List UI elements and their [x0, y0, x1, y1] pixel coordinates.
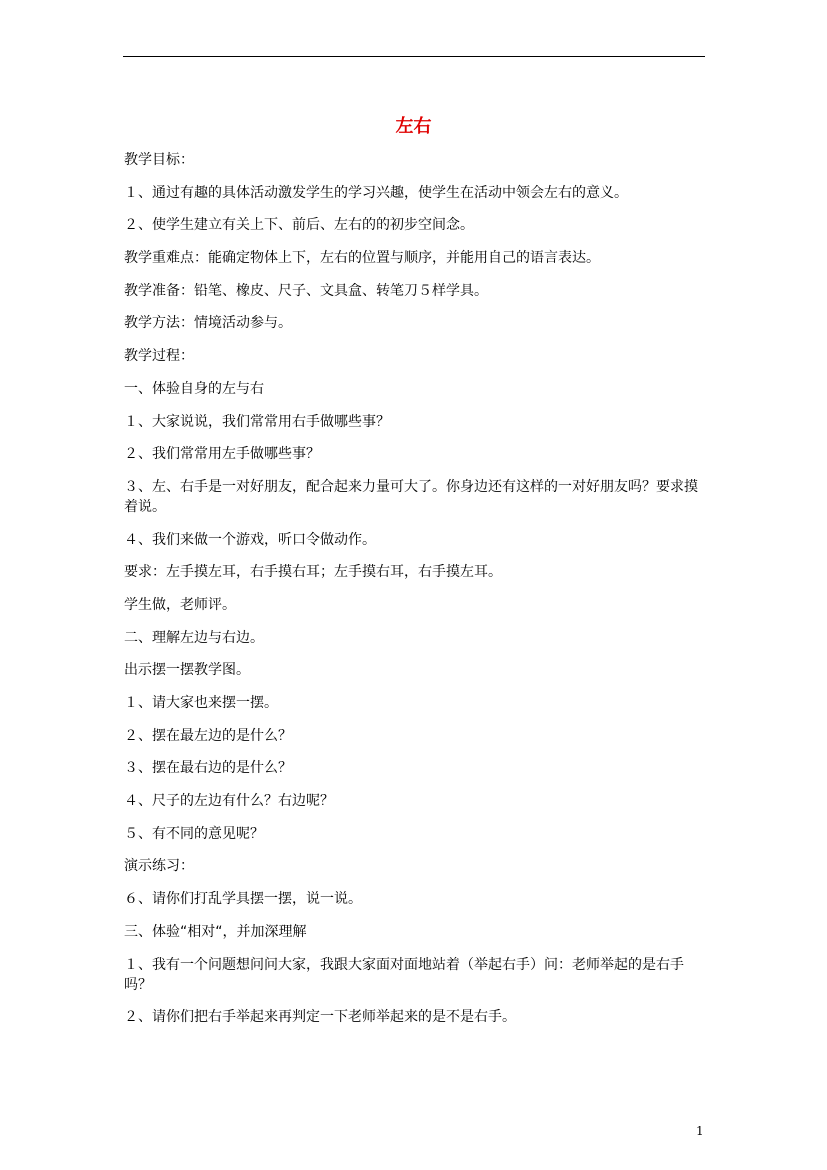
- paragraph: 教学准备：铅笔、橡皮、尺子、文具盒、转笔刀５样学具。: [124, 282, 488, 299]
- paragraph: ２、请你们把右手举起来再判定一下老师举起来的是不是右手。: [124, 1009, 516, 1026]
- paragraph: ４、我们来做一个游戏，听口令做动作。: [124, 531, 376, 548]
- document-title: 左右: [395, 116, 432, 137]
- paragraph: １、大家说说，我们常常用右手做哪些事？: [124, 413, 390, 430]
- header-rule: [123, 56, 705, 57]
- paragraph: 出示摆一摆教学图。: [124, 662, 250, 679]
- paragraph: ４、尺子的左边有什么？右边呢？: [124, 793, 334, 810]
- paragraph: ３、摆在最右边的是什么？: [124, 760, 292, 777]
- document-body: [124, 150, 710, 1040]
- paragraph: 学生做，老师评。: [124, 596, 236, 613]
- paragraph: 二、理解左边与右边。: [124, 629, 264, 646]
- paragraph: 教学目标：: [124, 152, 194, 168]
- paragraph: １、请大家也来摆一摆。: [124, 695, 278, 711]
- paragraph: ２、我们常常用左手做哪些事？: [124, 446, 320, 463]
- paragraph: ２、使学生建立有关上下、前后、左右的的初步空间念。: [124, 217, 474, 234]
- paragraph: 要求：左手摸左耳，右手摸右耳；左手摸右耳，右手摸左耳。: [124, 564, 502, 581]
- paragraph: 教学重难点：能确定物体上下，左右的位置与顺序，并能用自己的语言表达。: [124, 250, 600, 267]
- paragraph: 三、体验“相对“，并加深理解: [124, 923, 307, 940]
- paragraph: １、我有一个问题想问问大家，我跟大家面对面地站着（举起右手）问：老师举起的是右手吗？: [124, 956, 684, 993]
- paragraph: 演示练习：: [124, 858, 194, 875]
- page-number: 1: [696, 1124, 704, 1138]
- paragraph: 教学过程：: [124, 348, 194, 365]
- paragraph: ６、请你们打乱学具摆一摆，说一说。: [124, 891, 362, 908]
- paragraph: 一、体验自身的左与右: [124, 380, 264, 397]
- paragraph: ２、摆在最左边的是什么？: [124, 727, 292, 744]
- paragraph: 教学方法：情境活动参与。: [124, 315, 292, 332]
- paragraph: １、通过有趣的具体活动激发学生的学习兴趣，使学生在活动中领会左右的意义。: [124, 184, 628, 201]
- paragraph: ５、有不同的意见呢？: [124, 825, 264, 842]
- paragraph: ３、左、右手是一对好朋友，配合起来力量可大了。你身边还有这样的一对好朋友吗？要求摸着说。: [124, 478, 698, 515]
